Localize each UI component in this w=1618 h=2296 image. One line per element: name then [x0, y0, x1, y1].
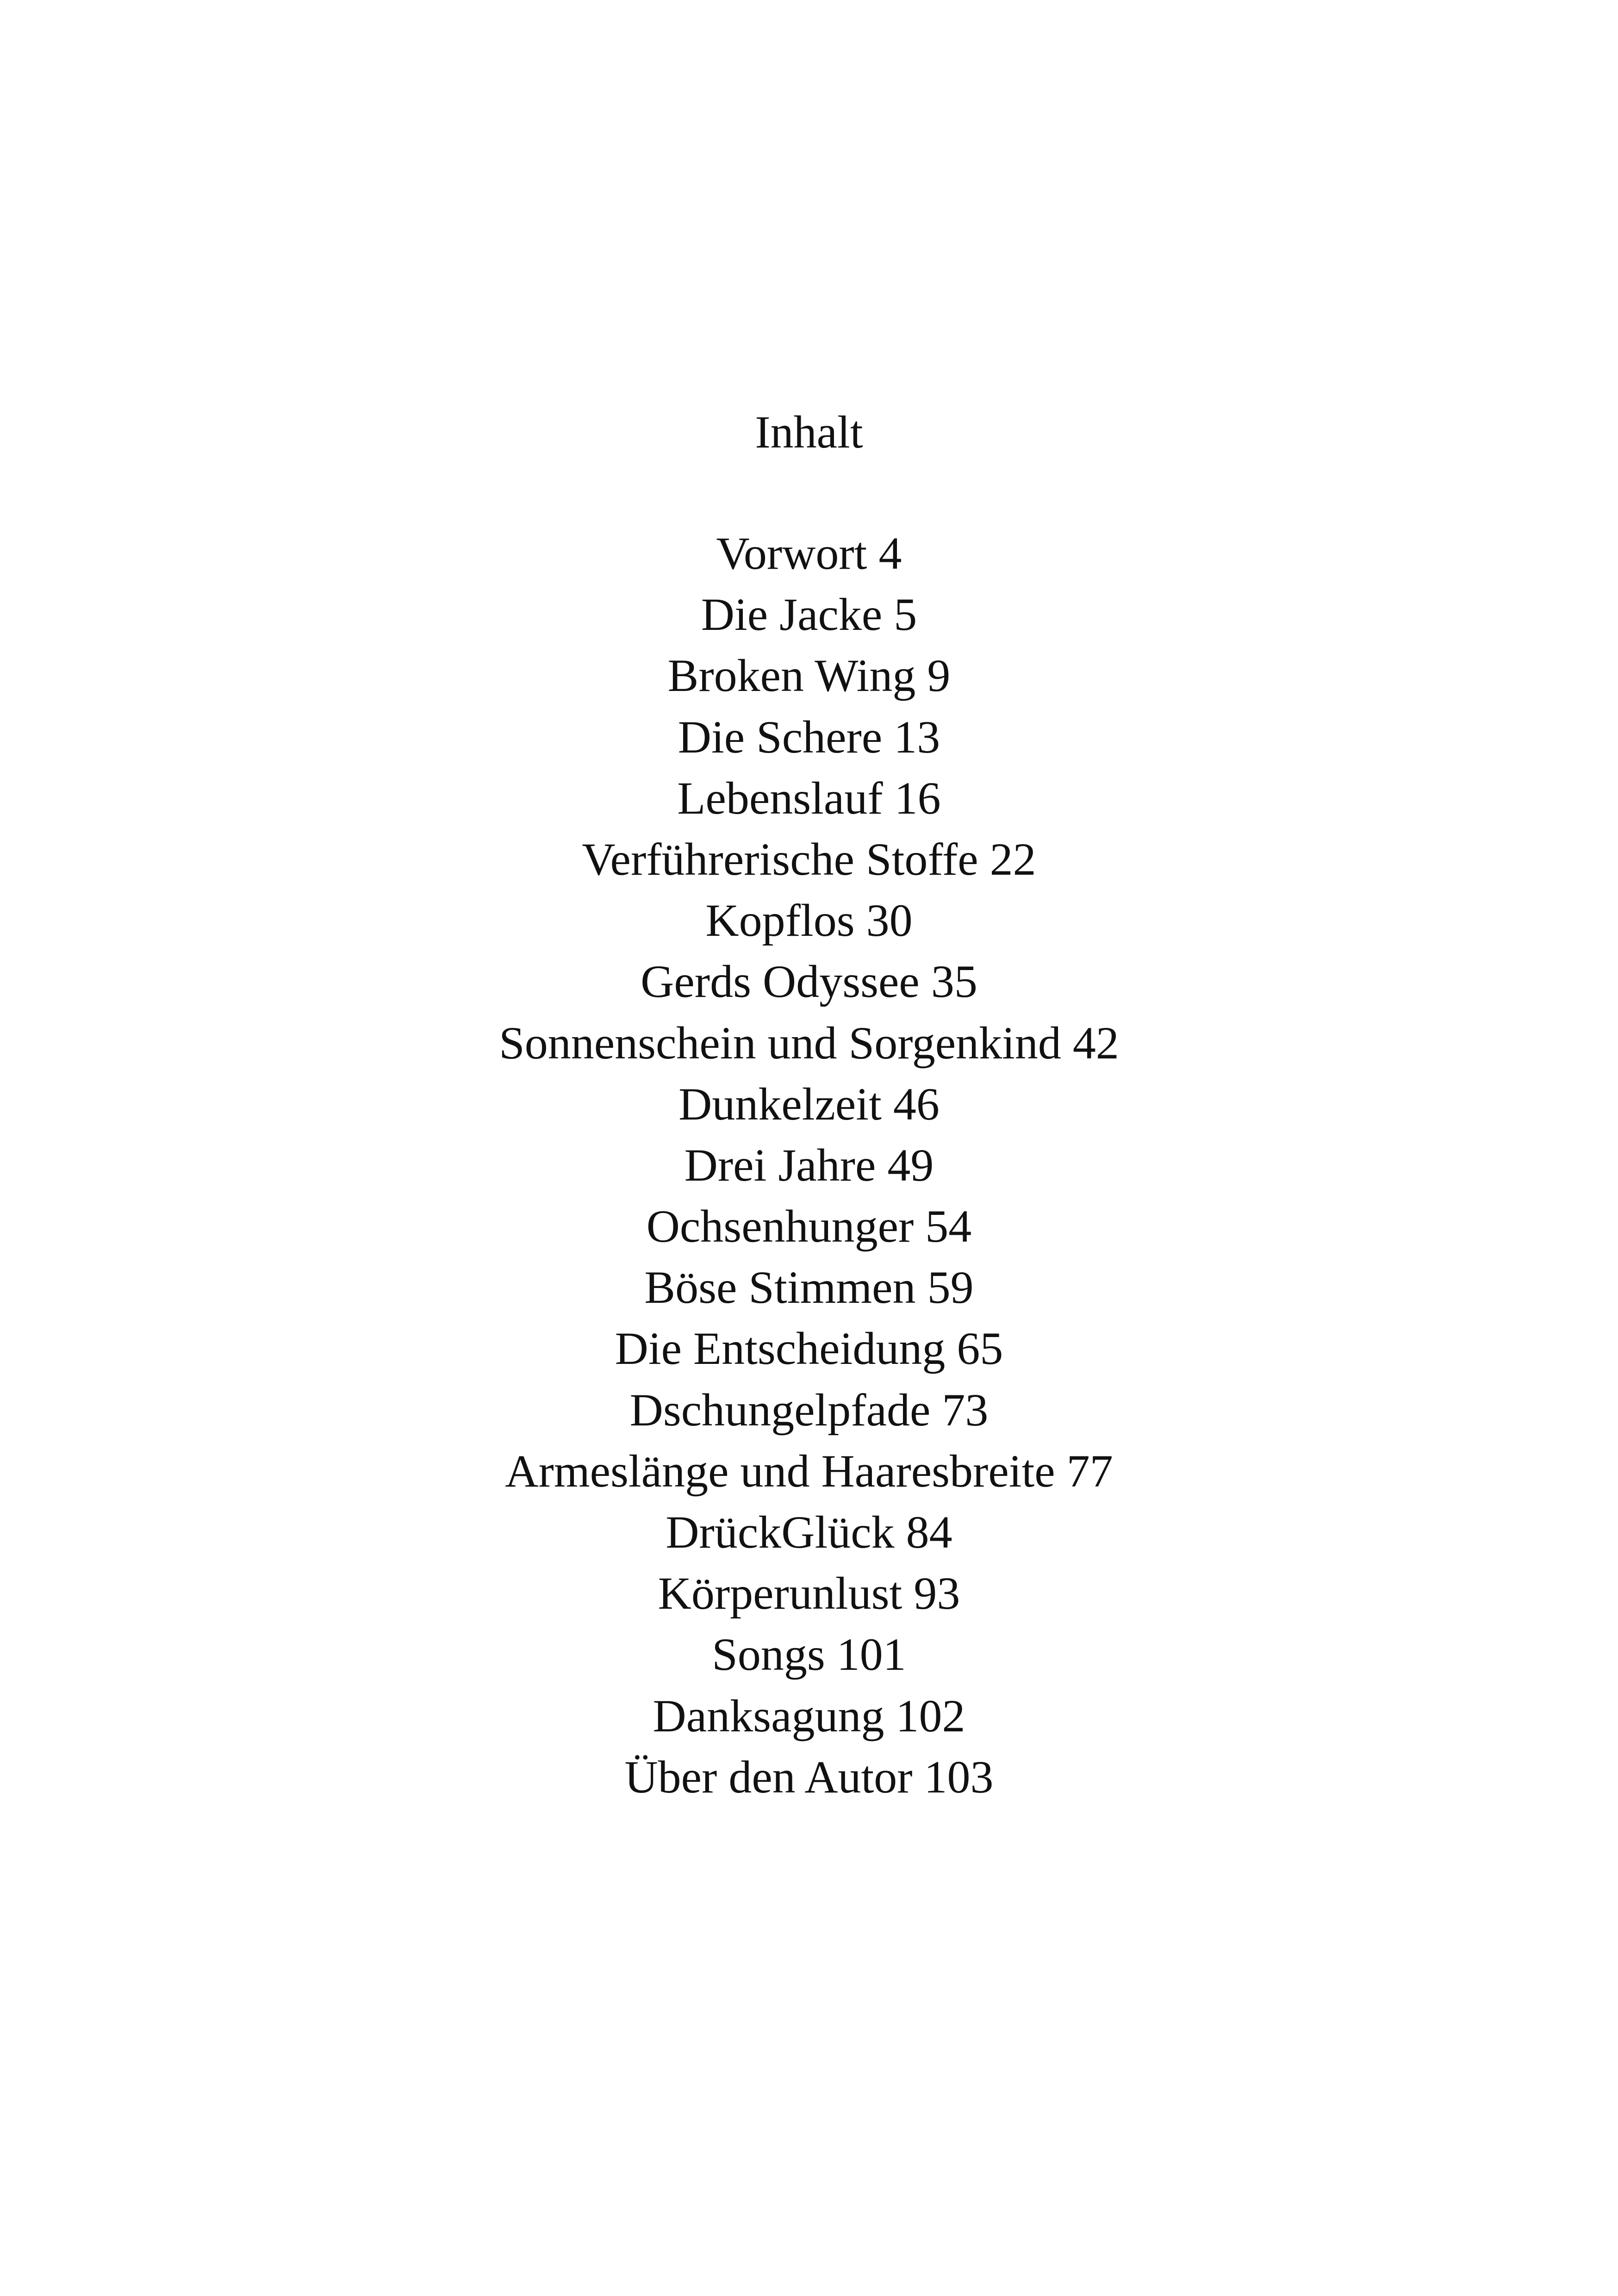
- toc-entry: [0, 768, 1618, 829]
- toc-entry-page: 13: [894, 711, 940, 763]
- toc-entry-text: Sonnenschein und Sorgenkind: [499, 1017, 1061, 1069]
- toc-entry-page: 77: [1066, 1445, 1113, 1497]
- toc-entry: [0, 1257, 1618, 1318]
- toc-entry: [0, 1441, 1618, 1502]
- toc-entry-page: 65: [957, 1323, 1003, 1375]
- toc-entry: [0, 1563, 1618, 1624]
- toc-list: [0, 523, 1618, 1808]
- toc-entry: [0, 829, 1618, 890]
- toc-entry-text: Danksagung: [653, 1690, 884, 1742]
- toc-entry-page: 22: [989, 833, 1036, 885]
- toc-entry: [0, 523, 1618, 584]
- toc-entry-page: 101: [836, 1629, 906, 1680]
- toc-entry-page: 103: [924, 1751, 994, 1803]
- toc-entry-page: 35: [931, 956, 977, 1008]
- toc-entry-text: Armeslänge und Haaresbreite: [505, 1445, 1055, 1497]
- toc-entry: [0, 1624, 1618, 1685]
- toc-entry: [0, 707, 1618, 768]
- toc-entry-page: 102: [896, 1690, 965, 1742]
- toc-entry: [0, 951, 1618, 1012]
- toc-entry-page: 42: [1072, 1017, 1119, 1069]
- toc-entry: [0, 890, 1618, 951]
- toc-entry: [0, 1686, 1618, 1747]
- toc-entry: [0, 1135, 1618, 1196]
- toc-entry-page: 46: [893, 1078, 940, 1130]
- toc-entry-text: Vorwort: [716, 528, 867, 579]
- toc-entry: [0, 1074, 1618, 1135]
- toc-entry-page: 9: [927, 650, 951, 702]
- toc-entry-page: 5: [894, 589, 917, 641]
- toc-entry-text: Die Schere: [678, 711, 883, 763]
- toc-entry-text: Drei Jahre: [684, 1139, 876, 1191]
- toc-entry-text: DrückGlück: [666, 1506, 895, 1558]
- toc-entry-page: 93: [914, 1568, 960, 1619]
- toc-entry-text: Die Jacke: [701, 589, 883, 641]
- toc-entry-text: Die Entscheidung: [615, 1323, 946, 1375]
- toc-entry-text: Körperunlust: [658, 1568, 902, 1619]
- toc-entry: [0, 1380, 1618, 1441]
- toc-entry-text: Ochsenhunger: [646, 1201, 914, 1252]
- toc-entry-page: 49: [887, 1139, 934, 1191]
- toc-entry-page: 73: [942, 1384, 989, 1436]
- toc-entry: [0, 1013, 1618, 1074]
- toc-entry-page: 4: [878, 528, 902, 579]
- toc-entry-page: 59: [927, 1262, 974, 1313]
- toc-entry-page: 84: [906, 1506, 952, 1558]
- toc-entry-text: Böse Stimmen: [644, 1262, 916, 1313]
- toc-entry: [0, 1196, 1618, 1257]
- toc-entry-text: Verführerische Stoffe: [582, 833, 978, 885]
- toc-entry-text: Dunkelzeit: [678, 1078, 882, 1130]
- toc-entry-text: Dschungelpfade: [629, 1384, 931, 1436]
- toc-entry: [0, 584, 1618, 645]
- toc-title: Inhalt: [755, 406, 863, 458]
- toc-entry-text: Broken Wing: [667, 650, 916, 702]
- toc-entry-text: Lebenslauf: [677, 772, 883, 824]
- toc-entry: [0, 1318, 1618, 1379]
- toc-entry-page: 54: [925, 1201, 972, 1252]
- toc-entry-text: Songs: [712, 1629, 825, 1680]
- toc-entry-text: Gerds Odyssee: [641, 956, 920, 1008]
- toc-entry: [0, 645, 1618, 706]
- toc-entry-page: 16: [894, 772, 941, 824]
- toc-entry-text: Kopflos: [705, 895, 855, 946]
- toc-entry-text: Über den Autor: [624, 1751, 913, 1803]
- toc-entry: [0, 1747, 1618, 1808]
- toc-entry-page: 30: [866, 895, 913, 946]
- toc-entry: [0, 1502, 1618, 1563]
